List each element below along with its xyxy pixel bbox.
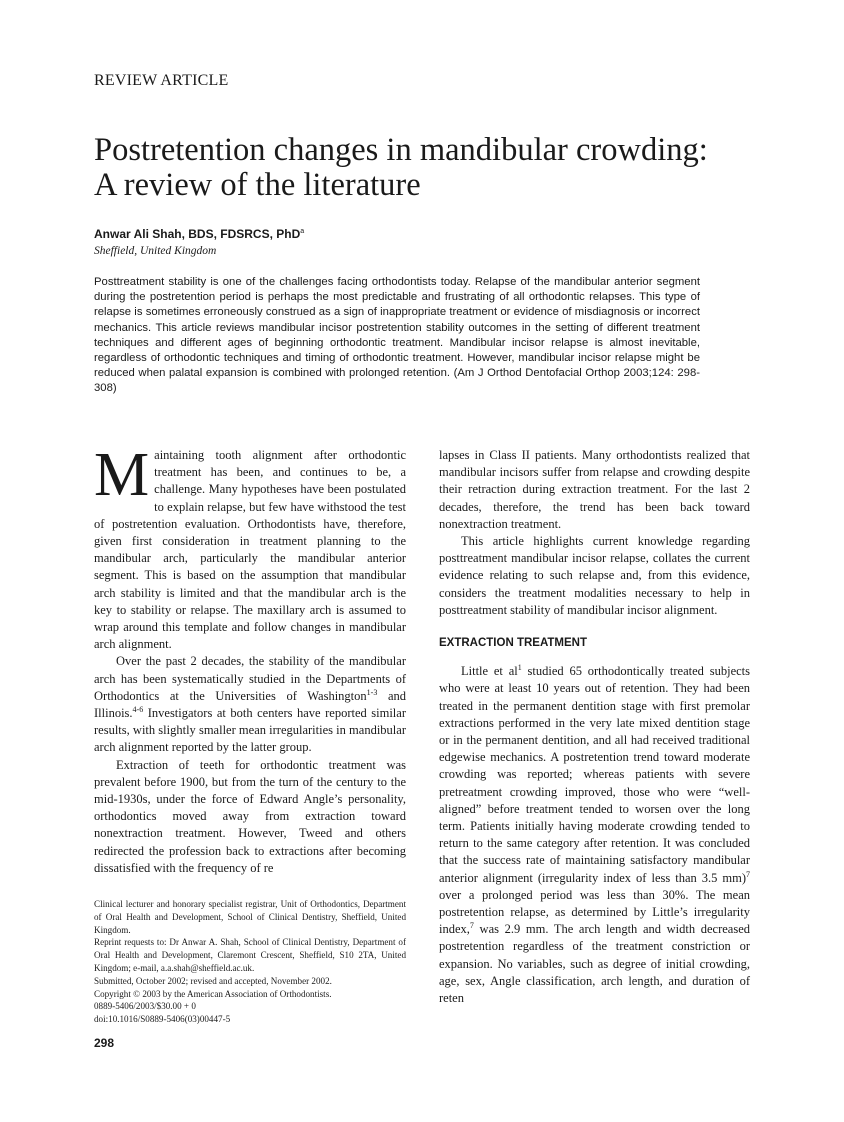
section-heading-extraction: EXTRACTION TREATMENT	[439, 637, 588, 650]
paragraph-2-text-a: Over the past 2 decades, the stability of the mandibular arch has been systematically studied in the Departments of Orthodontics at the Universities of Washington	[94, 654, 406, 703]
citation-ref: 4-6	[132, 705, 144, 715]
paragraph-6-text-c: over a prolonged period was less than 30%. The mean postretention relapse, as determined by Little’s irregularity index,	[439, 887, 750, 937]
citation-ref: 1-3	[366, 687, 378, 697]
body-column-left	[94, 441, 406, 877]
citation-ref: 1	[517, 663, 522, 673]
paragraph-5: This article highlights current knowledge regarding posttreatment mandibular incisor relapse, collates the current evidence relating to such relapse and, from this evidence, considers the treatment modalities necessary to help in posttreatment stability of mandibular incisor alignment.	[439, 534, 750, 617]
body-column-right	[439, 447, 750, 1007]
article-title	[94, 133, 794, 203]
section-label: REVIEW ARTICLE	[94, 72, 229, 89]
footnote-copyright: Copyright © 2003 by the American Association of Orthodontists.	[94, 988, 332, 999]
paragraph-4: lapses in Class II patients. Many orthodontists realized that mandibular incisors suffer from relapse and crowding despite their retraction during extraction treatment. For the last 2 decades, therefore, the trend has been back toward nonextraction treatment.	[439, 448, 750, 531]
title-line-2: A review of the literature	[94, 167, 421, 203]
footnote-affiliation: Clinical lecturer and honorary specialist registrar, Unit of Orthodontics, Department of Oral Health and Development, School of Clinical Dentistry, Sheffield, United Kingdom.	[94, 899, 406, 935]
paragraph-6-text-a: Little et al	[461, 664, 518, 679]
footnote-doi: doi:10.1016/S0889-5406(03)00447-5	[94, 1014, 231, 1025]
paragraph-3: Extraction of teeth for orthodontic treatment was prevalent before 1900, but from the turn of the century to the mid-1930s, under the force of Edward Angle’s personality, orthodontics moved away from extraction toward nonextraction treatment. However, Tweed and others redirected the profession back to extractions after becoming dissatisfied with the frequency of re	[94, 757, 406, 875]
title-line-1: Postretention changes in mandibular crowding:	[94, 132, 708, 168]
paragraph-2-text-b: and Illinois.	[94, 688, 406, 721]
footnote-reprint: Reprint requests to: Dr Anwar A. Shah, School of Clinical Dentistry, Department of Oral Health and Development, Claremont Crescent, Sheffield, S10 2TA, United Kingdom; e-mail, a.a.shah@sheffield.ac.uk.	[94, 937, 406, 973]
paragraph-6-text-b: studied 65 orthodontically treated subjects who were at least 10 years out of retention. They had been treated in the permanent dentition stage with first premolar extractions performed in the very late mixed dentition stage or in the permanent dentition, and all had received traditional edgewise mechanics. A postretention trend toward moderate crowding was reported; whereas patients with severe pretreatment crowding improved, those who were “well-aligned” before treatment tended to worsen over the long term. Patients initially having moderate crowding tended to return to the same category after retention. It was concluded that the success rate of maintaining satisfactory mandibular anterior alignment (irregularity index of less than 3.5 mm)	[439, 664, 750, 885]
footnote-issn: 0889-5406/2003/$30.00 + 0	[94, 1001, 196, 1012]
citation-ref: 7	[469, 921, 474, 931]
footnote-submitted: Submitted, October 2002; revised and accepted, November 2002.	[94, 975, 332, 986]
paragraph-1	[94, 441, 406, 653]
page-number: 298	[94, 1036, 115, 1050]
footnotes	[94, 898, 406, 1026]
paragraph-6-text-d: was 2.9 mm. The arch length and width decreased postretention regardless of the treatment constriction or expansion. No variables, such as degree of initial crowding, age, sex, Angle classification, arch length, and duration of reten	[439, 922, 750, 1006]
abstract: Posttreatment stability is one of the challenges facing orthodontists today. Relapse of the mandibular anterior segment during the postretention period is perhaps the most predictable and frustrating of all orthodontic relapses. This type of relapse is sometimes erroneously construed as a sign of inappropriate treatment or evidence of misdiagnosis or incorrect mechanics. This article reviews mandibular incisor postretention stability outcomes in the setting of different treatment techniques and different ages of beginning orthodontic treatment. Mandibular incisor relapse is almost inevitable, regardless of orthodontic techniques and timing of orthodontic treatment. However, mandibular incisor relapse might be reduced when palatal expansion is combined with prolonged retention. (Am J Orthod Dentofacial Orthop 2003;124: 298-308)	[94, 276, 700, 395]
citation-ref: 7	[746, 869, 750, 879]
drop-cap: M	[94, 441, 150, 509]
author-location: Sheffield, United Kingdom	[94, 245, 217, 257]
author-name	[94, 227, 304, 241]
author-name-text: Anwar Ali Shah, BDS, FDSRCS, PhD	[94, 227, 301, 241]
paragraph-2	[94, 653, 406, 756]
paragraph-2-text-c: Investigators at both centers have reported similar results, with slightly smaller mean irregularities in mandibular arch alignment reported by the latter group.	[94, 706, 406, 755]
paragraph-6	[439, 663, 750, 1007]
author-affiliation-marker: a	[300, 228, 305, 235]
paragraph-1-text: aintaining tooth alignment after orthodontic treatment has been, and continues to be, a challenge. Many hypotheses have been postulated to explain relapse, but few have withstood the test of postretention evaluation. Orthodontists have, therefore, given first consideration in treatment planning to the mandibular arch, particularly the mandibular anterior segment. This is based on the assumption that mandibular arch stability is limited and that the mandibular arch is the key to stability or relapse. The maxillary arch is assumed to wrap around this template and follow changes in mandibular arch alignment.	[94, 448, 406, 652]
